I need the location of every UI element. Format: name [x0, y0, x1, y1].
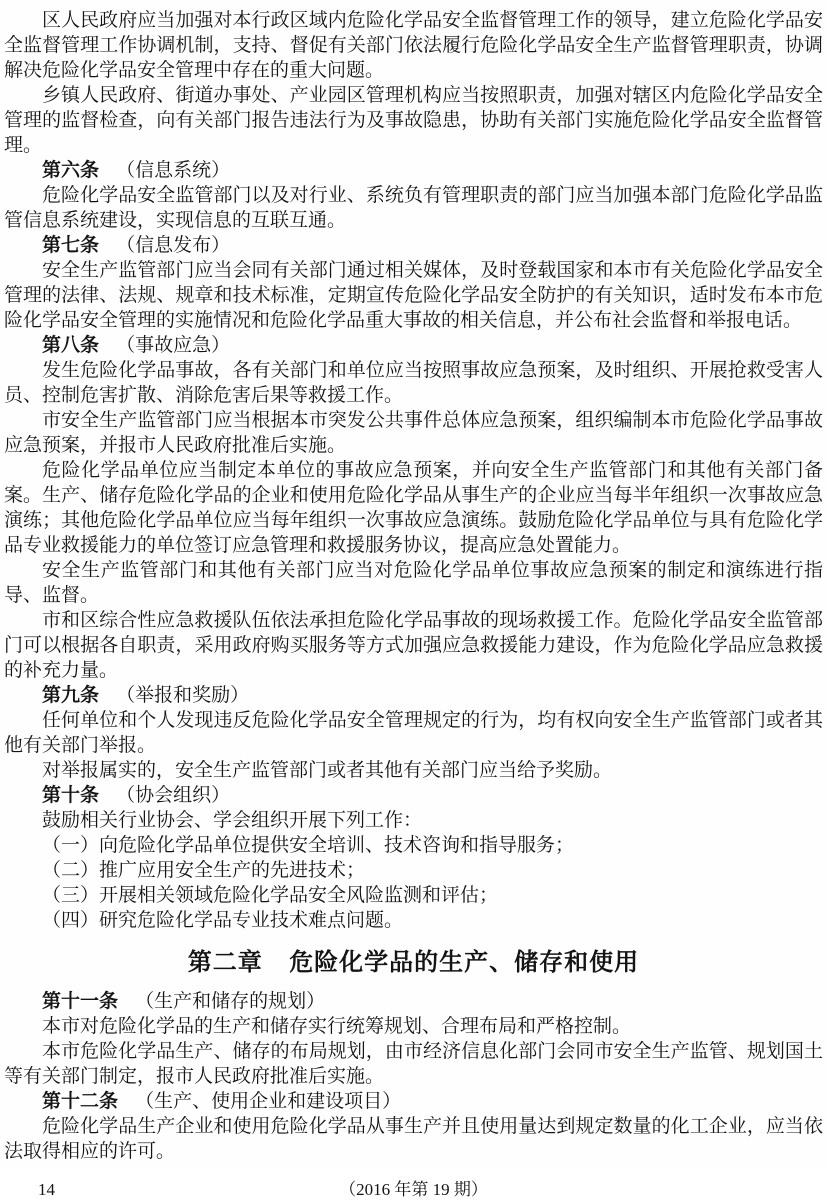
- article-heading: [4, 158, 823, 183]
- list-item: （三）开展相关领域危险化学品安全风险监测和评估；: [42, 885, 499, 906]
- article-number: 第七条: [42, 235, 100, 256]
- paragraph: 安全生产监管部门应当会同有关部门通过相关媒体，及时登载国家和本市有关危险化学品安全管理的法律、法规、规章和技术标准，定期宣传危险化学品安全防护的有关知识，适时发布本市危险化学品安全管理的实施情况和危险化学品重大事故的相关信息，并公布社会监督和举报电话。: [4, 260, 823, 331]
- article-title: （信息发布）: [116, 235, 231, 256]
- list-item: （二）推广应用安全生产的先进技术；: [42, 860, 366, 881]
- list-item: （四）研究危险化学品专业技术难点问题。: [42, 910, 404, 931]
- article-number: 第十二条: [42, 1091, 119, 1112]
- article-heading: [4, 683, 823, 708]
- paragraph: 危险化学品生产企业和使用危险化学品从事生产并且使用量达到规定数量的化工企业，应当依法取得相应的许可。: [4, 1116, 823, 1162]
- paragraph: 危险化学品安全监管部门以及对行业、系统负有管理职责的部门应当加强本部门危险化学品监管信息系统建设，实现信息的互联互通。: [4, 185, 823, 231]
- article-title: （信息系统）: [116, 160, 231, 181]
- chapter-heading: [4, 948, 823, 978]
- article-number: 第十条: [42, 785, 100, 806]
- article-number: 第八条: [42, 335, 100, 356]
- article-heading: [4, 989, 823, 1014]
- article-heading: [4, 233, 823, 258]
- paragraph: 市和区综合性应急救援队伍依法承担危险化学品事故的现场救援工作。危险化学品安全监管部门可以根据各自职责，采用政府购买服务等方式加强应急救援能力建设，作为危险化学品应急救援的补充力量。: [4, 610, 823, 681]
- article-title: （生产和储存的规划）: [135, 991, 326, 1012]
- paragraph: 危险化学品单位应当制定本单位的事故应急预案，并向安全生产监管部门和其他有关部门备案。生产、储存危险化学品的企业和使用危险化学品从事生产的企业应当每半年组织一次事故应急演练；其他危险化学品单位应当每年组织一次事故应急演练。鼓励危险化学品单位与具有危险化学品专业救援能力的单位签订应急管理和救援服务协议，提高应急处置能力。: [4, 460, 823, 556]
- article-number: 第六条: [42, 160, 100, 181]
- paragraph: 鼓励相关行业协会、学会组织开展下列工作：: [42, 810, 423, 831]
- article-heading: [4, 1089, 823, 1114]
- article-title: （生产、使用企业和建设项目）: [135, 1091, 402, 1112]
- paragraph: 本市对危险化学品的生产和储存实行统筹规划、合理布局和严格控制。: [42, 1016, 632, 1037]
- paragraph: 乡镇人民政府、街道办事处、产业园区管理机构应当按照职责，加强对辖区内危险化学品安全管理的监督检查，向有关部门报告违法行为及事故隐患，协助有关部门实施危险化学品安全监督管理。: [4, 85, 823, 156]
- paragraph: 发生危险化学品事故，各有关部门和单位应当按照事故应急预案，及时组织、开展抢救受害人员、控制危害扩散、消除危害后果等救援工作。: [4, 360, 823, 406]
- article-title: （事故应急）: [116, 335, 231, 356]
- page-footer: [4, 1177, 823, 1202]
- chapter-title: 危险化学品的生产、储存和使用: [289, 950, 640, 976]
- article-heading: [4, 783, 823, 808]
- page-number: 14: [38, 1180, 55, 1199]
- paragraph: 对举报属实的，安全生产监管部门或者其他有关部门应当给予奖励。: [42, 760, 613, 781]
- paragraph: 任何单位和个人发现违反危险化学品安全管理规定的行为，均有权向安全生产监管部门或者其他有关部门举报。: [4, 710, 823, 756]
- document-body: [4, 8, 823, 1164]
- issue-label: （2016 年第 19 期）: [339, 1180, 488, 1199]
- article-heading: [4, 333, 823, 358]
- list-item: （一）向危险化学品单位提供安全培训、技术咨询和指导服务；: [42, 835, 575, 856]
- paragraph: 安全生产监管部门和其他有关部门应当对危险化学品单位事故应急预案的制定和演练进行指导、监督。: [4, 560, 823, 606]
- paragraph: 本市危险化学品生产、储存的布局规划，由市经济信息化部门会同市安全生产监管、规划国土等有关部门制定，报市人民政府批准后实施。: [4, 1041, 823, 1087]
- article-number: 第九条: [42, 685, 100, 706]
- paragraph: 市安全生产监管部门应当根据本市突发公共事件总体应急预案，组织编制本市危险化学品事故应急预案，并报市人民政府批准后实施。: [4, 410, 823, 456]
- paragraph: 区人民政府应当加强对本行政区域内危险化学品安全监督管理工作的领导，建立危险化学品安全监督管理工作协调机制，支持、督促有关部门依法履行危险化学品安全生产监督管理职责，协调解决危险化学品安全管理中存在的重大问题。: [4, 10, 823, 81]
- article-title: （协会组织）: [116, 785, 231, 806]
- article-title: （举报和奖励）: [116, 685, 250, 706]
- chapter-number: 第二章: [187, 950, 263, 976]
- article-number: 第十一条: [42, 991, 119, 1012]
